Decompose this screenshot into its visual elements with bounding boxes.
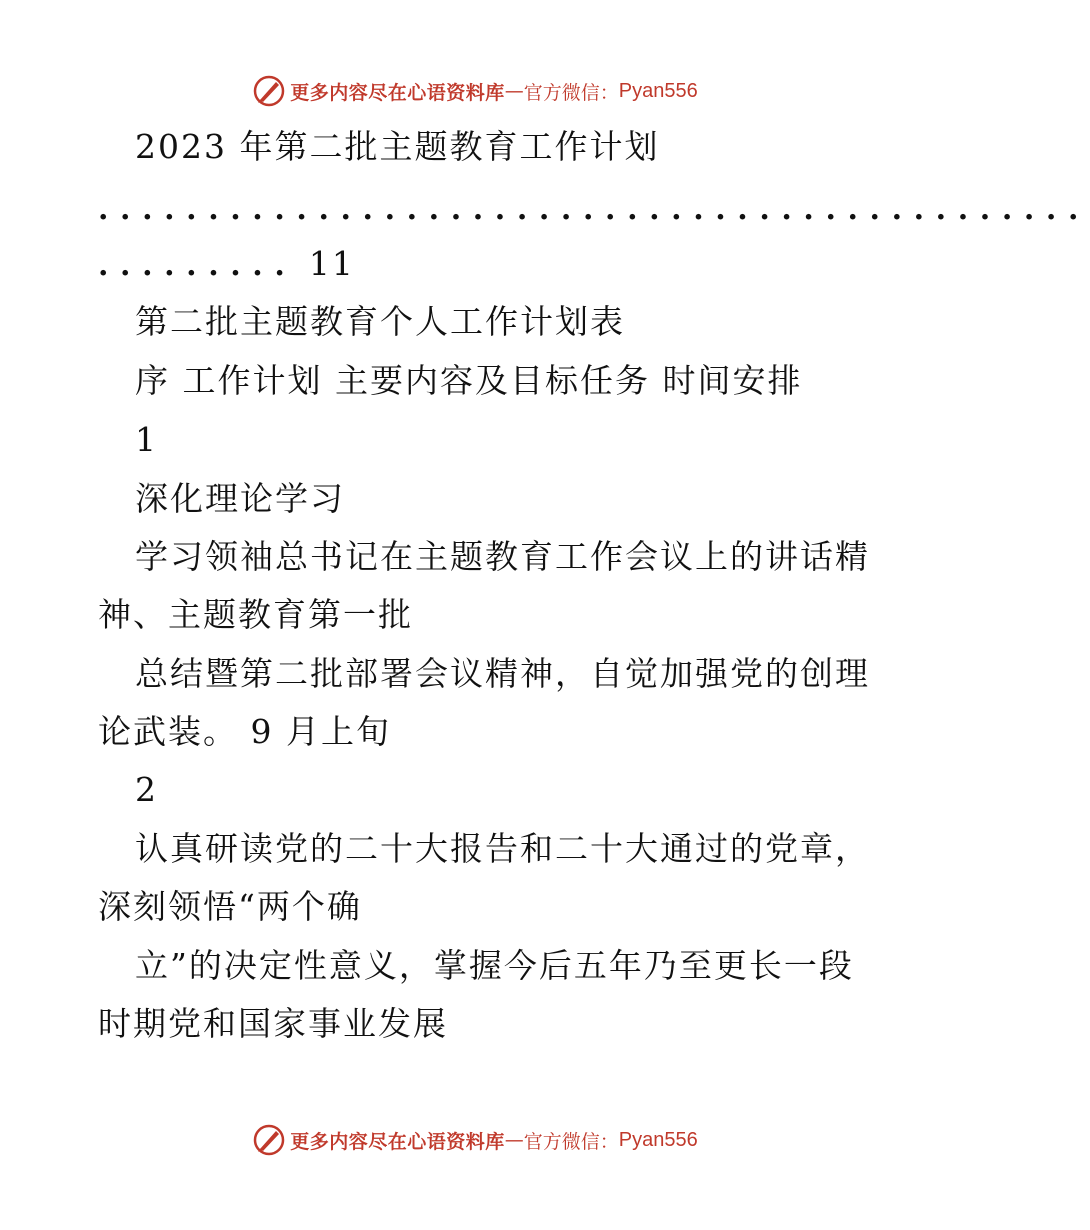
item-2-text-line-2: 深刻领悟“两个确 bbox=[98, 887, 362, 926]
toc-title: 2023 年第二批主题教育工作计划 bbox=[135, 127, 660, 166]
item-1-text-line-1: 学习领袖总书记在主题教育工作会议上的讲话精 bbox=[135, 537, 870, 576]
watermark-site-text: 更多内容尽在心语资料库 bbox=[290, 1130, 505, 1153]
toc-entry-end bbox=[98, 244, 355, 286]
item-1-number: 1 bbox=[135, 420, 158, 459]
item-1-plan: 深化理论学习 bbox=[135, 479, 345, 518]
item-1-text-line-3: 总结暨第二批部署会议精神，自觉加强党的创理 bbox=[135, 654, 870, 693]
toc-dot-leader-1: ............................................. bbox=[98, 192, 1090, 227]
watermark-site-text: 更多内容尽在心语资料库 bbox=[290, 81, 505, 104]
item-1-text-line-2: 神、主题教育第一批 bbox=[98, 595, 413, 634]
toc-dot-leader-2: ......... bbox=[98, 248, 297, 283]
watermark-dash: — bbox=[504, 80, 524, 102]
watermark-wechat-label: 官方微信： bbox=[523, 1130, 619, 1153]
item-2-text-line-1: 认真研读党的二十大报告和二十大通过的党章， bbox=[135, 829, 870, 868]
quill-logo-icon bbox=[252, 1123, 286, 1157]
table-header-row: 序 工作计划 主要内容及目标任务 时间安排 bbox=[135, 361, 803, 400]
watermark-wechat-id: Pyan556 bbox=[618, 79, 698, 102]
watermark-footer bbox=[0, 1120, 950, 1160]
watermark-wechat-id: Pyan556 bbox=[618, 1128, 698, 1151]
quill-logo-icon bbox=[252, 74, 286, 108]
watermark-wechat-label: 官方微信： bbox=[523, 81, 619, 104]
item-2-text-line-4: 时期党和国家事业发展 bbox=[98, 1004, 448, 1043]
watermark-header bbox=[0, 71, 950, 111]
page-heading: 第二批主题教育个人工作计划表 bbox=[135, 302, 625, 341]
watermark-dash: — bbox=[504, 1129, 524, 1151]
item-1-text-line-4: 论武装。 9 月上旬 bbox=[98, 712, 391, 751]
toc-page-number: 11 bbox=[308, 244, 355, 283]
item-2-number: 2 bbox=[135, 770, 158, 809]
item-2-text-line-3: 立”的决定性意义，掌握今后五年乃至更长一段 bbox=[135, 946, 854, 985]
